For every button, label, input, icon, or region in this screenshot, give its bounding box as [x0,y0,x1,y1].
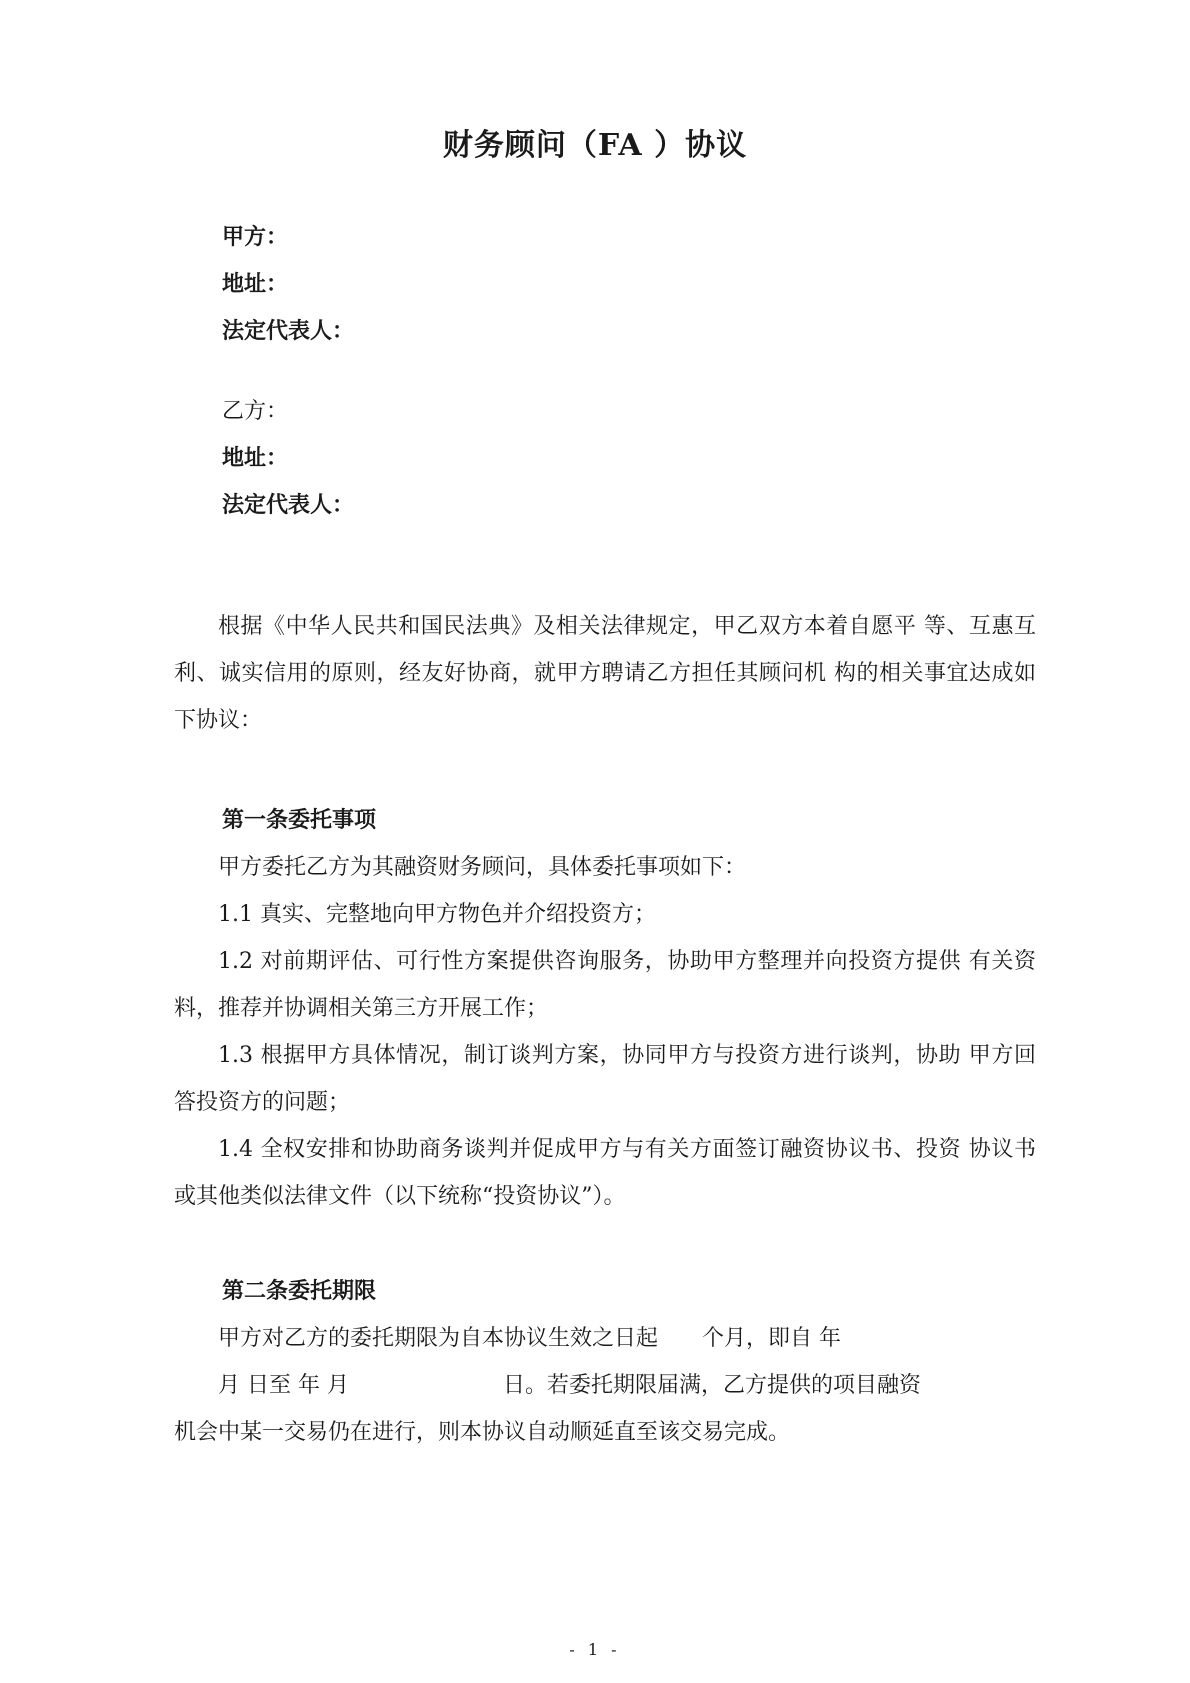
preamble-paragraph: 根据《中华人民共和国民法典》及相关法律规定，甲乙双方本着自愿平 等、互惠互利、诚实信用的原则，经友好协商，就甲方聘请乙方担任其顾问机 构的相关事宜达成如下协议： [174,614,1036,733]
article2-line: 机会中某一交易仍在进行，则本协议自动顺延直至该交易完成。 [174,1420,791,1445]
document-title: 财务顾问（FA ）协议 [442,128,748,163]
article1-intro: 甲方委托乙方为其融资财务顾问，具体委托事项如下： [218,855,747,880]
article2-heading: 第二条委托期限 [222,1278,377,1304]
article1-item: 1.1 真实、完整地向甲方物色并介绍投资方； [218,902,656,927]
party-b-block [222,388,1022,529]
party-b-name-label: 乙方： [222,399,289,424]
page-number: - 1 - [569,1640,621,1659]
party-a-address-label: 地址： [222,271,289,297]
article1-item: 1.3 根据甲方具体情况，制订谈判方案，协同甲方与投资方进行谈判，协助 甲方回答投资方的问题； [174,1043,1036,1115]
article2-line: 月 日至 年 月 日。若委托期限届满，乙方提供的项目融资 [218,1373,921,1398]
article2-line: 甲方对乙方的委托期限为自本协议生效之日起 个月，即自 年 [218,1326,841,1351]
party-a-block [222,214,1022,355]
party-b-rep-label: 法定代表人： [222,492,355,518]
party-b-address-label: 地址： [222,445,289,471]
article1-item: 1.2 对前期评估、可行性方案提供咨询服务，协助甲方整理并向投资方提供 有关资料，推荐并协调相关第三方开展工作； [174,949,1036,1021]
article1-heading: 第一条委托事项 [222,807,377,833]
article1-item: 1.4 全权安排和协助商务谈判并促成甲方与有关方面签订融资协议书、投资 协议书或其他类似法律文件（以下统称“投资协议”）。 [174,1137,1036,1209]
party-a-rep-label: 法定代表人： [222,318,355,344]
party-a-name-label: 甲方： [222,224,289,250]
